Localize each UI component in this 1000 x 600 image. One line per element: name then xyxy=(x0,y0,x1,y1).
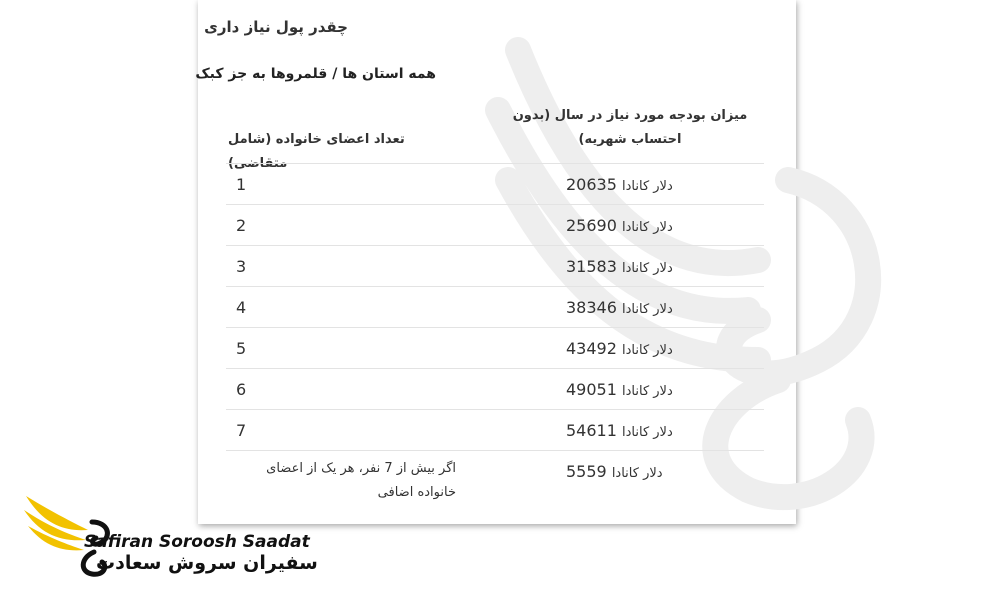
header-budget: میزان بودجه مورد نیاز در سال (بدون احتساب شهریه) xyxy=(512,108,748,147)
extra-member-note: اگر بیش از 7 نفر، هر یک از اعضای خانواده اضافی xyxy=(266,461,456,500)
extra-member-amount: دلار کانادا 5559 xyxy=(566,462,663,481)
header-family-members: تعداد اعضای خانواده (شامل متقاضی) xyxy=(228,132,405,171)
budget-amount: دلار کانادا 49051 xyxy=(566,380,673,399)
table-row xyxy=(226,368,764,410)
family-count: 4 xyxy=(236,298,247,317)
family-count: 6 xyxy=(236,380,247,399)
table-row xyxy=(226,409,764,451)
budget-amount: دلار کانادا 31583 xyxy=(566,257,673,276)
budget-amount: دلار کانادا 54611 xyxy=(566,421,673,440)
table-row xyxy=(226,286,764,328)
brand-name-en: Safiran Soroosh Saadat xyxy=(84,532,310,552)
budget-amount: دلار کانادا 25690 xyxy=(566,216,673,235)
family-count: 7 xyxy=(236,421,247,440)
budget-amount: دلار کانادا 20635 xyxy=(566,175,673,194)
table-row-extra-member xyxy=(226,450,764,511)
budget-card xyxy=(195,0,796,524)
brand-name-fa: سفیران سروش سعادت xyxy=(96,552,318,574)
budget-amount: دلار کانادا 38346 xyxy=(566,298,673,317)
table-row xyxy=(226,327,764,369)
table-row xyxy=(226,204,764,246)
family-count: 5 xyxy=(236,339,247,358)
table-row xyxy=(226,163,764,205)
family-count: 2 xyxy=(236,216,247,235)
page-title: چقدر پول نیاز داری xyxy=(204,18,348,36)
family-count: 3 xyxy=(236,257,247,276)
budget-amount: دلار کانادا 43492 xyxy=(566,339,673,358)
section-subtitle: همه استان ها / قلمروها به جز کبک xyxy=(195,66,436,82)
family-count: 1 xyxy=(236,175,247,194)
table-row xyxy=(226,245,764,287)
